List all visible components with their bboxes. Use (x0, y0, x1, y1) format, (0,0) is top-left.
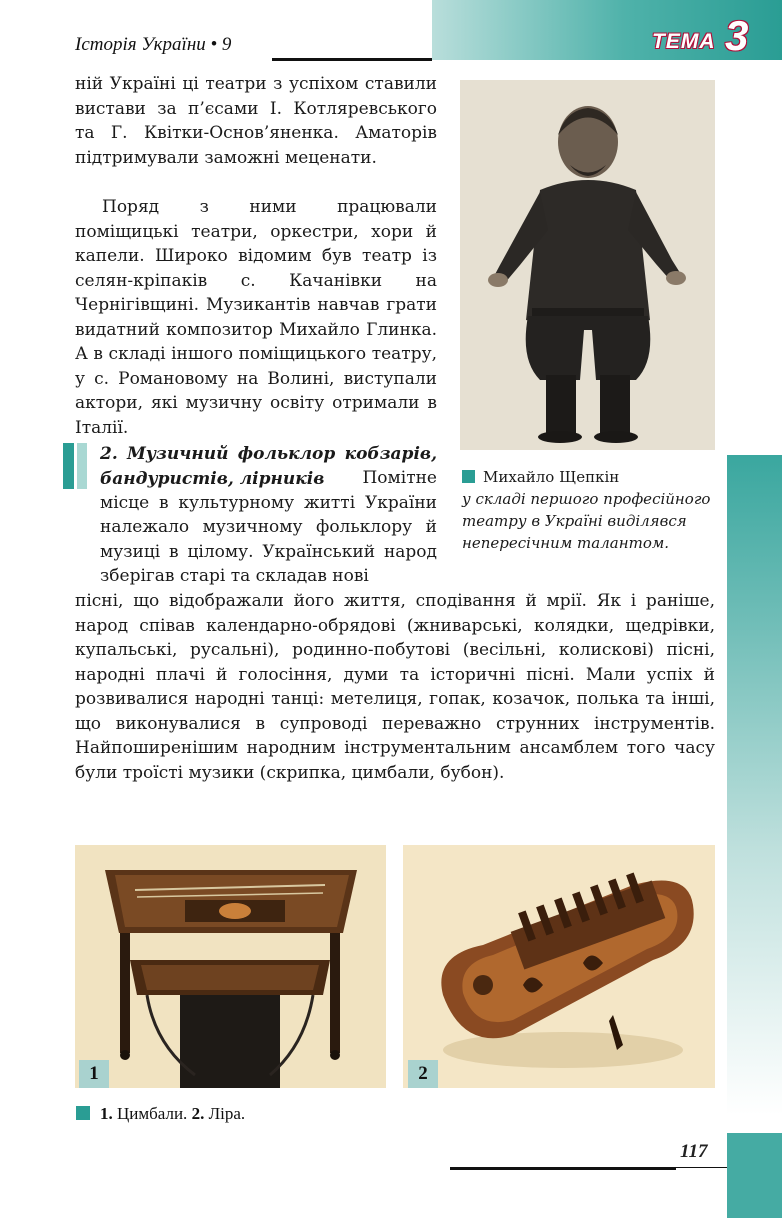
portrait-image (460, 80, 715, 450)
paragraph-1-block (75, 72, 437, 170)
caption-text-2: Ліра. (208, 1104, 246, 1123)
footer-rule-thin (676, 1167, 727, 1168)
portrait-caption (462, 466, 717, 554)
caption-num-2: 2. (191, 1104, 205, 1123)
cymbaly-photo (75, 845, 386, 1088)
book-title: Історія України • 9 (75, 34, 232, 55)
theme-number: 3 (725, 12, 749, 59)
section-heading: 2. Музичний фольклор кобзарів, бандуристів, лірників (100, 444, 437, 489)
caption-square-icon (462, 470, 475, 483)
paragraph-2-block (75, 195, 437, 440)
lira-illustration (403, 845, 715, 1088)
section-text-narrow: . Помітне місце в культурному житті України належало музичному фольклору й музиці в цілому. Український народ зберігав старі та складав нові (100, 468, 437, 586)
cymbaly-illustration (75, 845, 386, 1088)
photo-2-badge: 2 (408, 1060, 438, 1088)
caption-square-icon (76, 1106, 90, 1120)
caption-text-1: Цимбали. (117, 1104, 188, 1123)
side-band-bottom (727, 1133, 782, 1218)
photos-caption (76, 1104, 245, 1124)
header-rule (272, 58, 432, 61)
lira-photo (403, 845, 715, 1088)
page-number: 117 (680, 1141, 708, 1162)
portrait-name: Михайло Щепкін (483, 468, 620, 486)
section-marker (63, 443, 87, 489)
section-text-wide: пісні, що відображали його життя, сподівання й мрії. Як і раніше, народ співав календарно-обрядові (жниварські, колядки, щедрівки, купальські, русальні), родинно-побутові (весільні, колискові) пісні, народні плачі й голосіння, думи та історичні пісні. Мали успіх й розвивалися народні танці: метелиця, гопак, козачок, полька та інші, що виконувалися в супроводі переважно струнних інструментів. Найпоширенішим народним інструментальним ансамблем того часу були троїсті музики (скрипка, цимбали, бубон). (75, 591, 715, 783)
footer-rule (450, 1167, 676, 1170)
photo-1-badge: 1 (79, 1060, 109, 1088)
side-band (727, 455, 782, 1115)
paragraph-2: Поряд з ними працювали поміщицькі театри, оркестри, хори й капели. Широко відомим був театр із селян-кріпаків с. Качанівки на Чернігівщині. Музикантів навчав грати видатний композитор Михайло Глинка. А в складі іншого поміщицького театру, у с. Романовому на Волині, виступали актори, які музичну освіту отримали в Італії. (75, 197, 437, 438)
caption-num-1: 1. (100, 1104, 113, 1123)
portrait-illustration (460, 80, 715, 450)
theme-label: ТЕМА (652, 30, 716, 53)
portrait-caption-text: у складі першого професійного театру в Україні виділявся непересічним талантом. (462, 490, 711, 552)
section-2-narrow-text-block (100, 466, 437, 589)
section-2-wide-text-block (75, 589, 715, 785)
paragraph-1: ній Україні ці театри з успіхом ставили вистави за п’єсами І. Котляревського та Г. Квітки-Основ’яненка. Аматорів підтримували заможні меценати. (75, 74, 437, 168)
